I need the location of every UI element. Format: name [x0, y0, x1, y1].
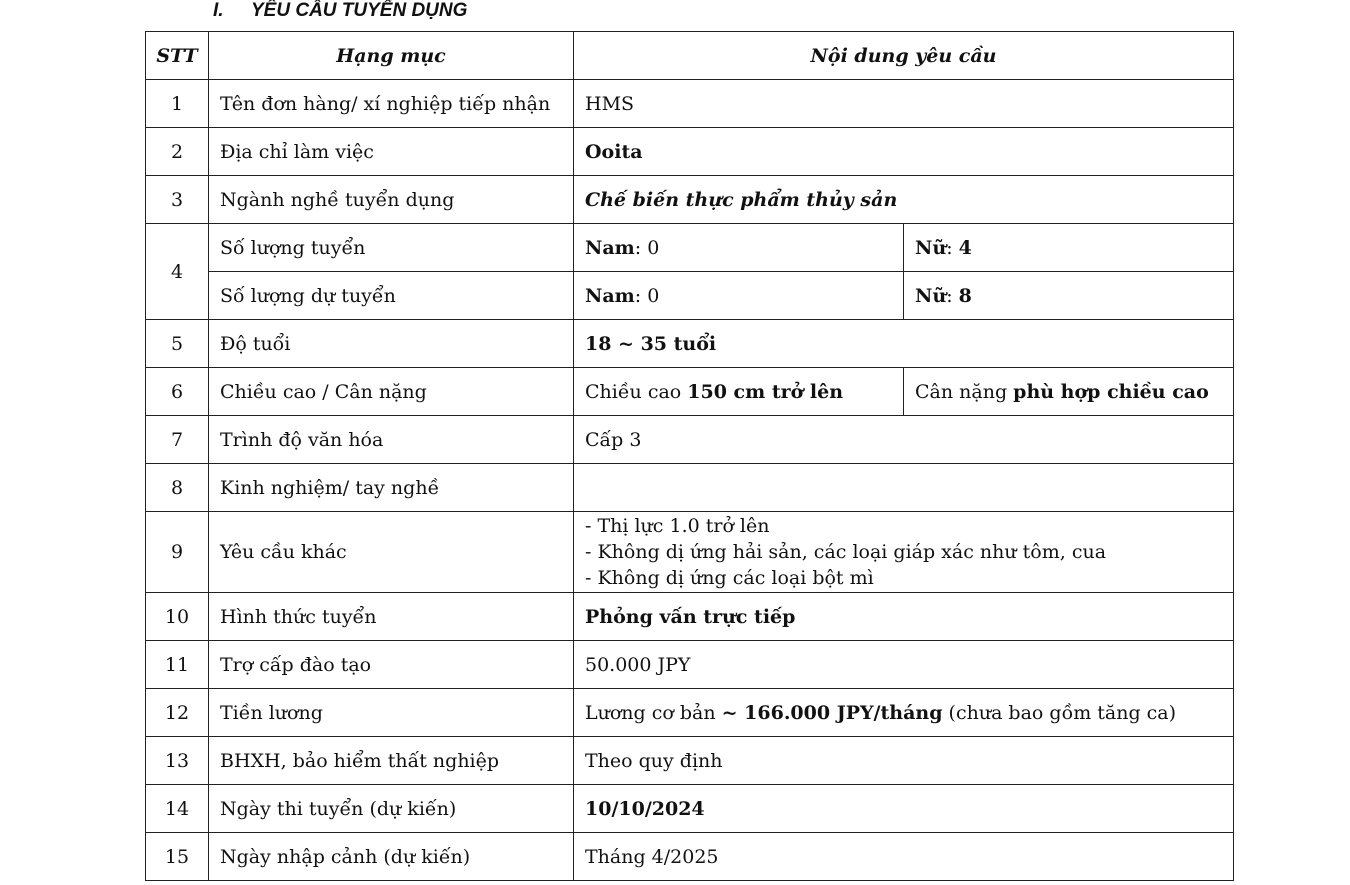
female-sep: : [946, 284, 959, 307]
female-label: Nữ [915, 236, 947, 259]
female-sep: : [946, 236, 959, 259]
row-label: Hình thức tuyển [209, 593, 574, 641]
row-label: Ngành nghề tuyển dụng [209, 176, 574, 224]
row-value: Tháng 4/2025 [574, 833, 1234, 881]
table-row [146, 176, 1234, 224]
row-number: 8 [146, 464, 209, 512]
row-value [574, 464, 1234, 512]
row-value: 18 ~ 35 tuổi [574, 320, 1234, 368]
row-label: Địa chỉ làm việc [209, 128, 574, 176]
weight-cell [904, 368, 1234, 416]
table-row [146, 593, 1234, 641]
row-value: 50.000 JPY [574, 641, 1234, 689]
female-label: Nữ [915, 284, 947, 307]
table-row [146, 272, 1234, 320]
row-label: Ngày thi tuyển (dự kiến) [209, 785, 574, 833]
table-row [146, 128, 1234, 176]
table-row [146, 416, 1234, 464]
row-label: Tiền lương [209, 689, 574, 737]
recruitment-requirements-table [145, 31, 1234, 881]
height-cell [574, 368, 904, 416]
table-row [146, 464, 1234, 512]
table-row [146, 512, 1234, 593]
table-row [146, 689, 1234, 737]
table-row [146, 737, 1234, 785]
row-label: Chiều cao / Cân nặng [209, 368, 574, 416]
male-count-cell [574, 224, 904, 272]
male-value: : 0 [634, 236, 660, 259]
table-row [146, 320, 1234, 368]
row-number: 9 [146, 512, 209, 593]
header-content: Nội dung yêu cầu [574, 32, 1234, 80]
row-label: Số lượng dự tuyển [209, 272, 574, 320]
female-value: 8 [958, 284, 972, 307]
section-heading [213, 0, 467, 22]
row-label: BHXH, bảo hiểm thất nghiệp [209, 737, 574, 785]
row-number: 4 [146, 224, 209, 320]
other-requirements-cell [574, 512, 1234, 593]
row-label: Độ tuổi [209, 320, 574, 368]
row-value: Phỏng vấn trực tiếp [574, 593, 1234, 641]
row-number: 10 [146, 593, 209, 641]
row-label: Trợ cấp đào tạo [209, 641, 574, 689]
male-label: Nam [585, 236, 635, 259]
weight-prefix: Cân nặng [915, 380, 1014, 403]
row-value: Cấp 3 [574, 416, 1234, 464]
section-title: YÊU CẦU TUYỂN DỤNG [251, 0, 468, 21]
row-label: Ngày nhập cảnh (dự kiến) [209, 833, 574, 881]
row-number: 7 [146, 416, 209, 464]
row-number: 6 [146, 368, 209, 416]
salary-prefix: Lương cơ bản [585, 701, 722, 724]
requirement-line: - Thị lực 1.0 trở lên [585, 515, 770, 537]
row-number: 15 [146, 833, 209, 881]
table-row [146, 224, 1234, 272]
row-number: 13 [146, 737, 209, 785]
row-number: 2 [146, 128, 209, 176]
female-count-cell [904, 224, 1234, 272]
row-label: Tên đơn hàng/ xí nghiệp tiếp nhận [209, 80, 574, 128]
row-value: Ooita [574, 128, 1234, 176]
female-value: 4 [958, 236, 972, 259]
salary-suffix: (chưa bao gồm tăng ca) [942, 701, 1177, 724]
table-row [146, 80, 1234, 128]
requirement-line: - Không dị ứng các loại bột mì [585, 567, 874, 589]
salary-amount: ~ 166.000 JPY/tháng [721, 701, 943, 724]
male-label: Nam [585, 284, 635, 307]
row-number: 3 [146, 176, 209, 224]
table-row [146, 785, 1234, 833]
header-category: Hạng mục [209, 32, 574, 80]
row-value: Chế biến thực phẩm thủy sản [574, 176, 1234, 224]
section-number: I. [213, 0, 224, 21]
header-stt: STT [146, 32, 209, 80]
row-number: 11 [146, 641, 209, 689]
row-label: Trình độ văn hóa [209, 416, 574, 464]
female-count-cell [904, 272, 1234, 320]
requirement-line: - Không dị ứng hải sản, các loại giáp xác như tôm, cua [585, 541, 1107, 563]
weight-value: phù hợp chiều cao [1013, 380, 1209, 403]
row-value: 10/10/2024 [574, 785, 1234, 833]
height-value: 150 cm trở lên [687, 380, 844, 403]
row-value: Theo quy định [574, 737, 1234, 785]
row-number: 1 [146, 80, 209, 128]
salary-cell [574, 689, 1234, 737]
row-number: 14 [146, 785, 209, 833]
table-header-row [146, 32, 1234, 80]
row-number: 5 [146, 320, 209, 368]
table-row [146, 368, 1234, 416]
row-label: Kinh nghiệm/ tay nghề [209, 464, 574, 512]
male-value: : 0 [634, 284, 660, 307]
row-label: Yêu cầu khác [209, 512, 574, 593]
table-row [146, 641, 1234, 689]
male-count-cell [574, 272, 904, 320]
row-number: 12 [146, 689, 209, 737]
row-label: Số lượng tuyển [209, 224, 574, 272]
table-row [146, 833, 1234, 881]
row-value: HMS [574, 80, 1234, 128]
height-prefix: Chiều cao [585, 380, 688, 403]
